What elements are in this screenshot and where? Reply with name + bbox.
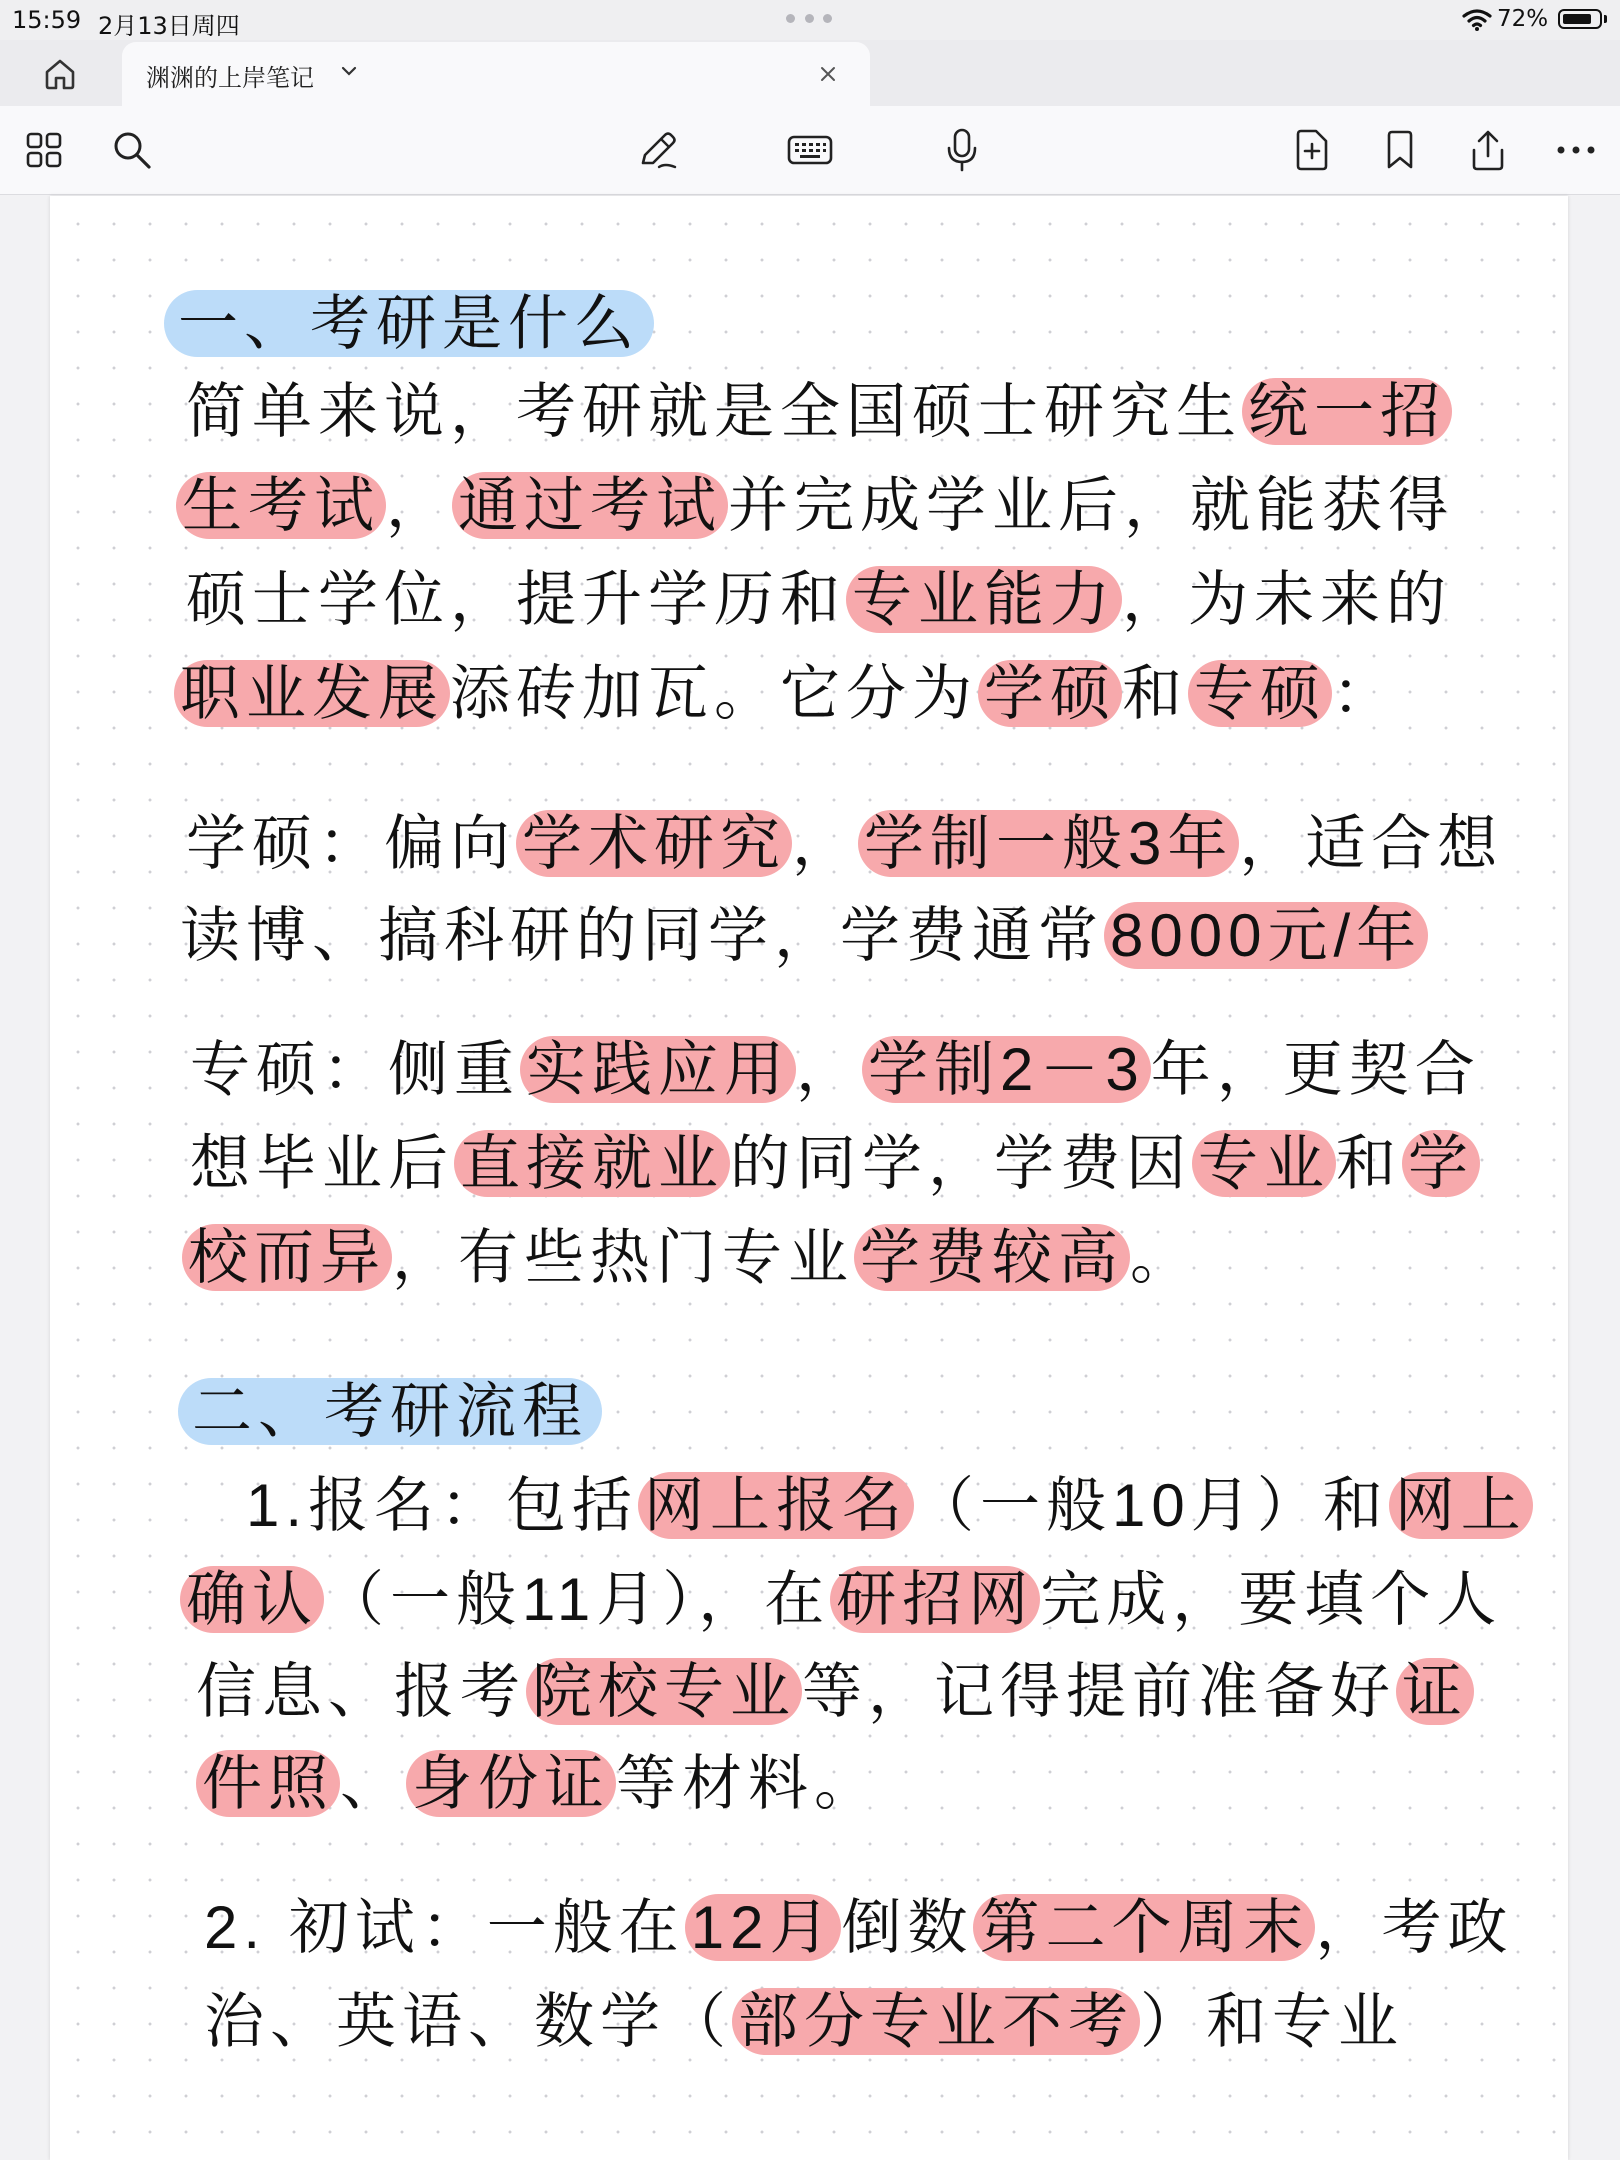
note-text: 、: [340, 1750, 406, 1817]
highlight: 学制一般3年: [858, 810, 1239, 877]
note-text: 添砖加瓦。它分为: [450, 660, 978, 727]
note-line: [246, 1466, 1533, 1546]
note-line: [190, 1030, 1481, 1110]
note-text: 专硕：侧重: [190, 1036, 520, 1103]
note-text: ：: [1332, 660, 1398, 727]
highlight: 专业能力: [846, 566, 1122, 633]
note-line: [186, 560, 1452, 640]
highlight: 12月: [685, 1894, 842, 1961]
add-page-button[interactable]: [1288, 126, 1336, 174]
note-text: ，: [386, 472, 452, 539]
highlight: 专硕: [1188, 660, 1332, 727]
microphone-icon: [942, 127, 982, 173]
note-text: 等，记得提前准备好: [802, 1658, 1396, 1725]
highlight: 生考试: [176, 472, 386, 539]
highlight: 件照: [196, 1750, 340, 1817]
status-date: 2月13日周四: [98, 12, 240, 40]
more-icon: [1555, 144, 1597, 156]
wifi-icon: [1462, 8, 1492, 32]
note-text: ，: [796, 1036, 862, 1103]
note-text: 和: [1122, 660, 1188, 727]
highlight: 第二个周末: [973, 1894, 1315, 1961]
note-text: 等材料。: [616, 1750, 880, 1817]
search-button[interactable]: [108, 126, 156, 174]
highlight: 学术研究: [516, 810, 792, 877]
note-text: 简单来说，考研就是全国硕士研究生: [186, 378, 1242, 445]
close-icon: [819, 65, 837, 83]
highlight: 直接就业: [454, 1130, 730, 1197]
note-text: 2. 初试：一般在: [204, 1894, 685, 1961]
tab-title: 渊渊的上岸笔记: [146, 64, 314, 92]
note-text: 并完成学业后，就能获得: [728, 472, 1454, 539]
note-line: [164, 284, 654, 364]
note-text: ，考政: [1315, 1894, 1514, 1961]
note-text: ，为未来的: [1122, 566, 1452, 633]
highlight: 学硕: [978, 660, 1122, 727]
highlight: 通过考试: [452, 472, 728, 539]
bookmark-icon: [1383, 129, 1417, 171]
pen-button[interactable]: [634, 126, 682, 174]
note-text: 的同学，学费因: [730, 1130, 1192, 1197]
section-heading-2: 二、考研流程: [178, 1378, 602, 1445]
note-line: [190, 1124, 1480, 1204]
tab-close-button[interactable]: [814, 60, 842, 88]
highlight: 学费较高: [854, 1224, 1130, 1291]
note-line: [176, 466, 1454, 546]
keyboard-button[interactable]: [786, 126, 834, 174]
note-line: [204, 1888, 1513, 1968]
chevron-down-icon[interactable]: [340, 64, 358, 78]
note-line: [182, 1218, 1196, 1298]
note-text: ，适合想: [1239, 810, 1504, 877]
note-line: [196, 1744, 880, 1824]
highlight: 校而异: [182, 1224, 392, 1291]
note-text: 学硕：偏向: [186, 810, 516, 877]
battery-icon: [1558, 9, 1602, 29]
highlight: 统一招: [1242, 378, 1452, 445]
note-text: ，: [792, 810, 858, 877]
note-text: 完成，要填个人: [1040, 1566, 1503, 1633]
note-text: （一般10月）和: [914, 1472, 1389, 1539]
grid-icon: [24, 130, 64, 170]
note-text: 年，更契合: [1150, 1036, 1481, 1103]
note-text: 1.报名：包括: [246, 1472, 639, 1539]
highlight: 职业发展: [174, 660, 450, 727]
multitasking-dots-icon[interactable]: [786, 14, 832, 24]
status-bar: [0, 0, 1620, 40]
note-line: [180, 1560, 1502, 1640]
highlight: 确认: [180, 1566, 324, 1633]
add-page-icon: [1292, 128, 1332, 172]
note-line: [178, 1372, 602, 1452]
note-line: [186, 804, 1503, 884]
dictation-button[interactable]: [938, 126, 986, 174]
highlight: 院校专业: [526, 1658, 802, 1725]
note-line: [180, 896, 1428, 976]
highlight: 部分专业不考: [732, 1988, 1140, 2055]
search-icon: [111, 129, 153, 171]
highlight: 研招网: [830, 1566, 1040, 1633]
note-line: [204, 1982, 1404, 2062]
bookmark-button[interactable]: [1376, 126, 1424, 174]
toolbar: [0, 106, 1620, 195]
document-tab[interactable]: [122, 42, 870, 106]
pen-icon: [635, 127, 681, 173]
highlight: 学制2－3: [862, 1036, 1151, 1103]
note-text: ，有些热门专业: [392, 1224, 854, 1291]
highlight: 8000元/年: [1104, 902, 1428, 969]
note-text: 和: [1336, 1130, 1402, 1197]
note-text: 治、英语、数学（: [204, 1988, 732, 2055]
note-text: 想毕业后: [190, 1130, 454, 1197]
note-text: 。: [1130, 1224, 1196, 1291]
highlight: 学: [1402, 1130, 1480, 1197]
share-icon: [1467, 128, 1509, 172]
grid-button[interactable]: [20, 126, 68, 174]
note-line: [186, 372, 1452, 452]
highlight: 身份证: [406, 1750, 616, 1817]
note-text: （一般11月），在: [324, 1566, 831, 1633]
highlight: 专业: [1192, 1130, 1336, 1197]
more-button[interactable]: [1552, 126, 1600, 174]
share-button[interactable]: [1464, 126, 1512, 174]
highlight: 网上: [1389, 1472, 1533, 1539]
note-text: 硕士学位，提升学历和: [186, 566, 846, 633]
note-line: [174, 654, 1398, 734]
note-page[interactable]: [50, 196, 1568, 2160]
highlight: 网上报名: [638, 1472, 914, 1539]
note-line: [196, 1652, 1474, 1732]
note-text: 倒数: [841, 1894, 974, 1961]
home-icon: [43, 58, 77, 90]
tab-bar: [0, 40, 1620, 106]
status-time: 15:59: [12, 6, 82, 34]
note-text: 读博、搞科研的同学，学费通常: [180, 902, 1104, 969]
highlight: 证: [1396, 1658, 1474, 1725]
note-text: ）和专业: [1140, 1988, 1404, 2055]
home-button[interactable]: [40, 56, 80, 92]
battery-percent: 72%: [1497, 6, 1549, 32]
highlight: 实践应用: [520, 1036, 796, 1103]
section-heading-1: 一、考研是什么: [164, 290, 654, 357]
keyboard-icon: [786, 132, 834, 168]
note-text: 信息、报考: [196, 1658, 526, 1725]
